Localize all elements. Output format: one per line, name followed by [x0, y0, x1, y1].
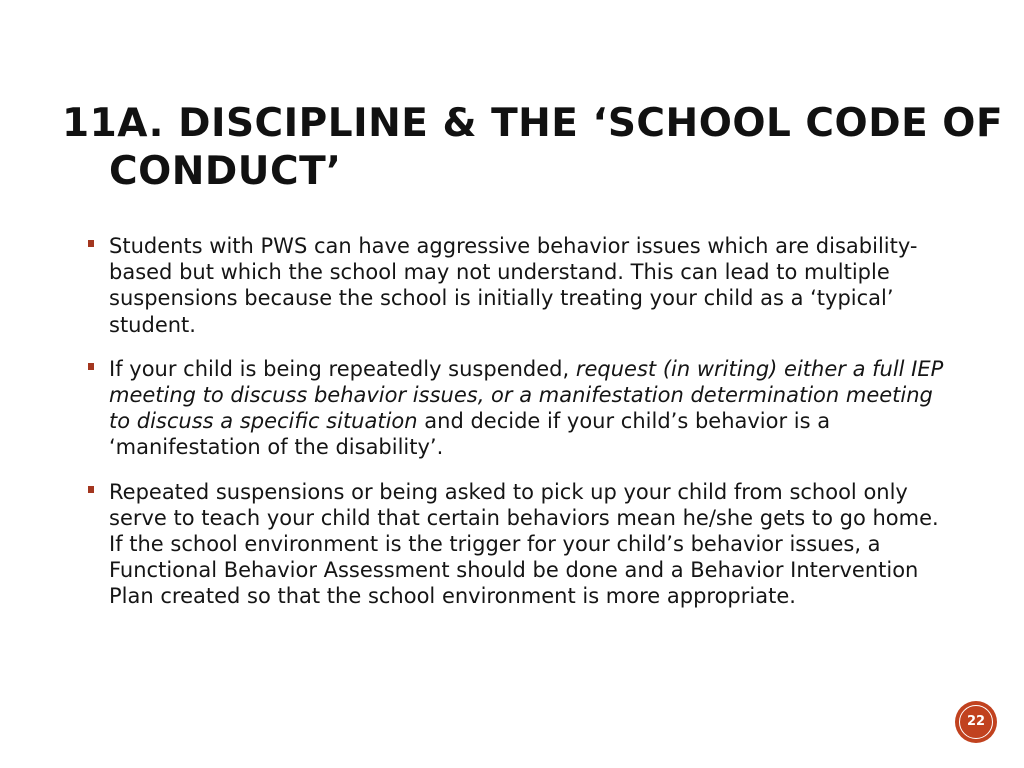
slide-title-line-1: 11A. DISCIPLINE & THE ‘SCHOOL CODE OF [62, 101, 1004, 146]
bullet-text-3: Repeated suspensions or being asked to pick up your child from school only serve to teach your child that certain behaviors mean he/she gets to go home. If the school environment is the trigger for your child’s behavior issues, a Functional Behavior Assessment should be done and a Behavior Intervention Plan created so that the school environment is more appropriate. [109, 479, 939, 609]
bullet-text-2-end: and decide if your child’s behavior is a ‘manifestation of the disability’. [109, 409, 831, 460]
bullet-item-2 [88, 356, 948, 461]
bullet-item-1 [88, 233, 948, 338]
square-bullet-icon [88, 486, 94, 493]
bullet-list [88, 233, 948, 628]
square-bullet-icon [88, 363, 94, 370]
slide-title [62, 100, 1002, 196]
bullet-text-1: Students with PWS can have aggressive behavior issues which are disability-based but which the school may not understand. This can lead to multiple suspensions because the school is initially treating your child as a ‘typical’ student. [109, 234, 918, 337]
slide-title-line-2: CONDUCT’ [109, 149, 342, 194]
bullet-text-2-emphasis: request (in writing) either a full IEP meeting to discuss behavior issues, or a manifestation determination meeting to discuss a specific situation [109, 356, 944, 434]
page-number-badge [955, 701, 997, 743]
page-number: 22 [966, 714, 986, 729]
bullet-item-3 [88, 479, 948, 610]
square-bullet-icon [88, 240, 94, 247]
bullet-text-2-start: If your child is being repeatedly suspended, [109, 356, 576, 381]
